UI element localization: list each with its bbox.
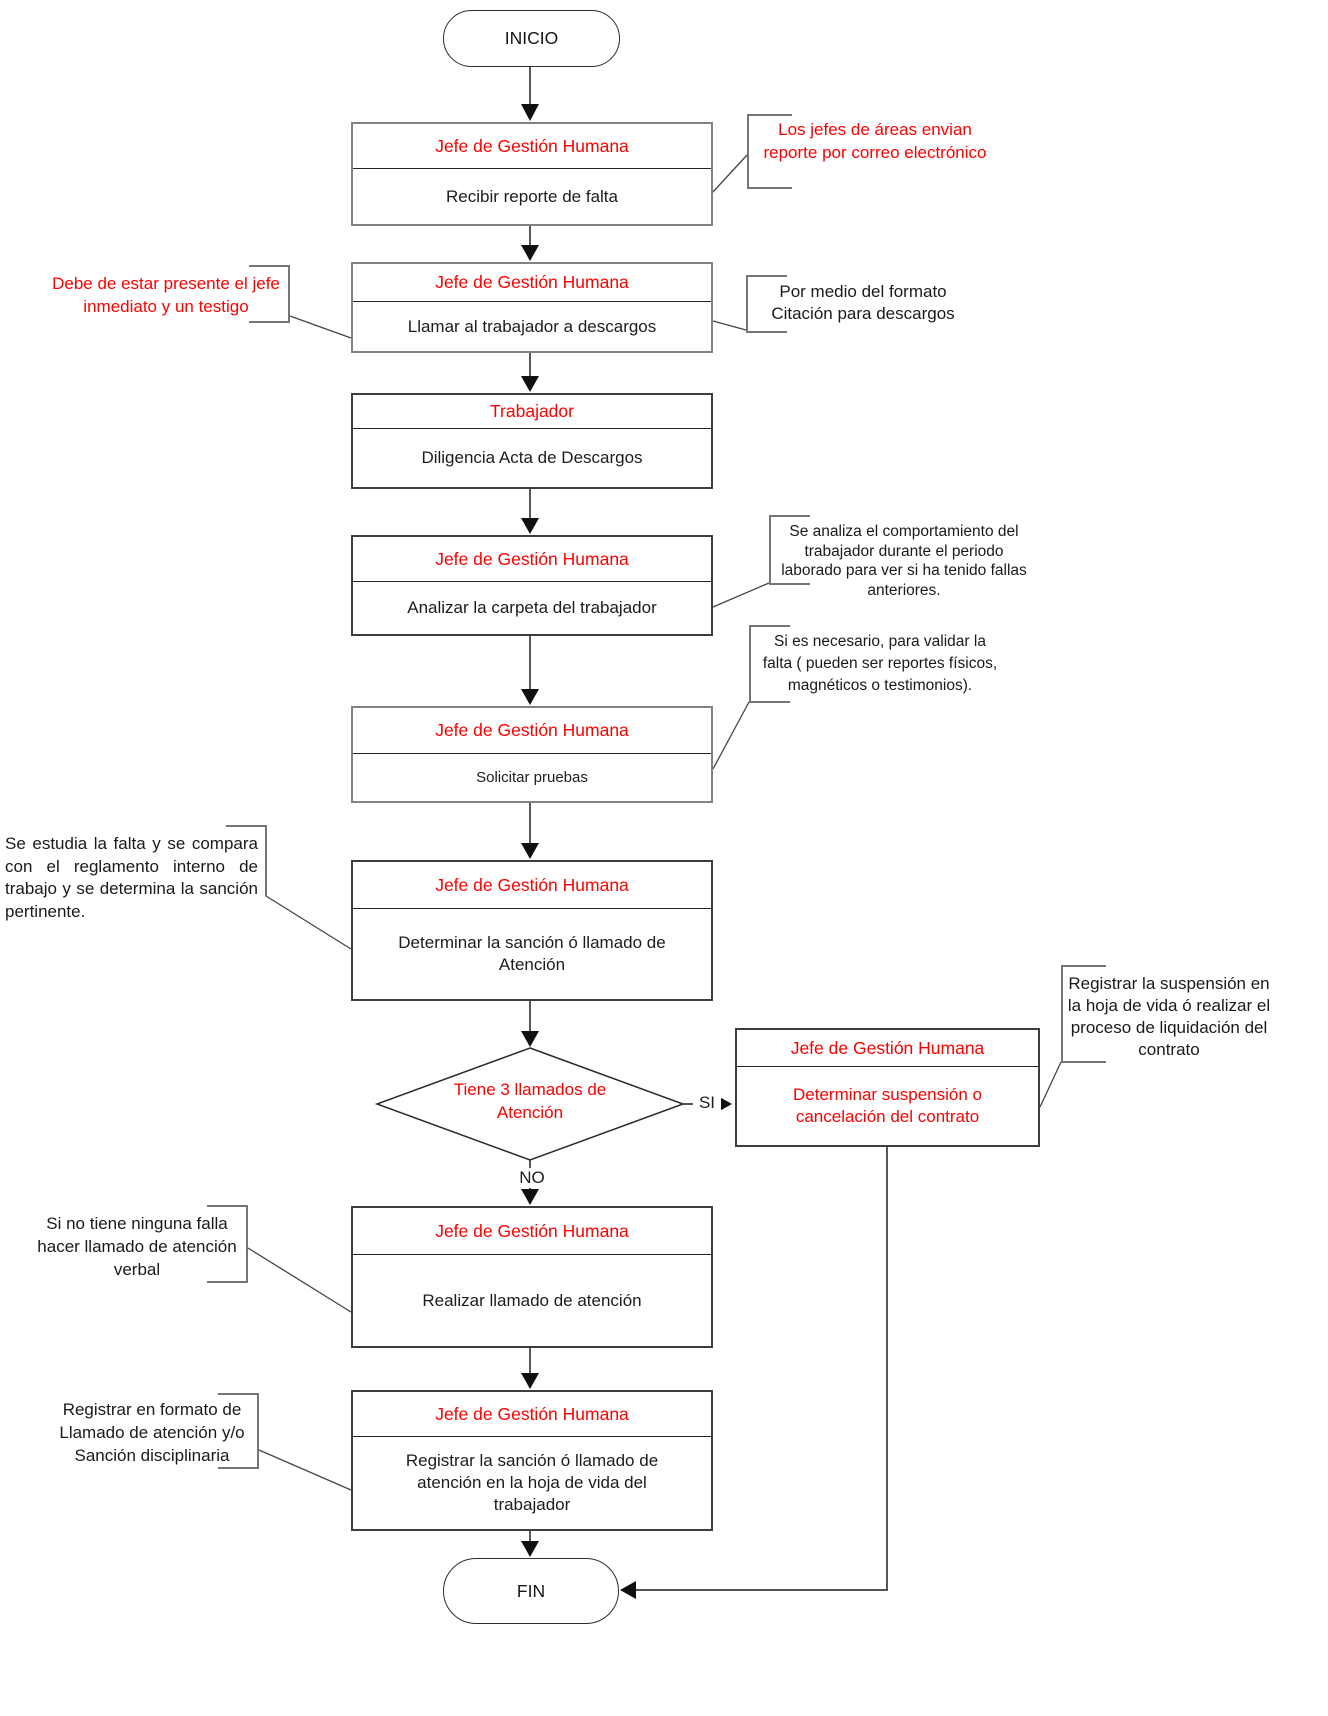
annotation-analiza-comportamiento: Se analiza el comportamiento del trabajador durante el periodo laborado para ver si ha tenido fallas anteriores. (781, 523, 1027, 599)
decision-label: Tiene 3 llamados de Atención (453, 1080, 607, 1122)
link-validar (713, 702, 749, 769)
node-analizar-carpeta (351, 535, 713, 636)
node-action: Determinar la sanción ó llamado de Atención (398, 933, 666, 974)
link-formato-llamado (259, 1450, 351, 1490)
annotation-formato-llamado: Registrar en formato de Llamado de atención y/o Sanción disciplinaria (59, 1400, 245, 1465)
node-diligencia-acta (351, 393, 713, 489)
node-actor: Jefe de Gestión Humana (353, 862, 711, 909)
link-testigo (290, 316, 351, 338)
annotation-validar-falta: Si es necesario, para validar la falta ( pueden ser reportes físicos, magnéticos o testimonios). (762, 633, 998, 694)
node-suspension-contrato (735, 1028, 1040, 1147)
node-llamar-descargos (351, 262, 713, 353)
link-falla-verbal (248, 1248, 351, 1312)
start-terminal (443, 10, 620, 67)
node-realizar-llamado (351, 1206, 713, 1348)
link-formato-citacion (713, 321, 746, 330)
decision-yes-label: SI (693, 1093, 721, 1113)
node-recibir-reporte (351, 122, 713, 226)
node-actor: Jefe de Gestión Humana (353, 537, 711, 582)
annotation-testigo: Debe de estar presente el jefe inmediato y un testigo (52, 274, 280, 316)
node-action: Recibir reporte de falta (446, 186, 618, 206)
annotation-falla-verbal: Si no tiene ninguna falla hacer llamado de atención verbal (37, 1214, 237, 1279)
node-action: Llamar al trabajador a descargos (407, 316, 657, 336)
node-action: Analizar la carpeta del trabajador (407, 598, 657, 617)
link-analiza (713, 583, 769, 607)
link-estudia (266, 896, 351, 949)
node-actor: Jefe de Gestión Humana (353, 124, 711, 169)
annotation-registrar-suspension: Registrar la suspensión en la hoja de vida ó realizar el proceso de liquidación del contrato (1067, 974, 1271, 1059)
node-action: Realizar llamado de atención (422, 1290, 642, 1310)
node-action: Diligencia Acta de Descargos (421, 448, 643, 467)
node-registrar-sancion (351, 1390, 713, 1531)
end-terminal (443, 1558, 619, 1624)
start-label: INICIO (504, 28, 559, 48)
annotation-correo: Los jefes de áreas envian reporte por correo electrónico (763, 120, 987, 162)
link-correo (712, 155, 747, 193)
node-determinar-sancion (351, 860, 713, 1001)
annotation-estudia-falta: Se estudia la falta y se compara con el reglamento interno de trabajo y se determina la sanción pertinente. (5, 834, 258, 921)
node-actor: Jefe de Gestión Humana (353, 264, 711, 302)
node-solicitar-pruebas (351, 706, 713, 803)
annotation-formato-citacion: Por medio del formato Citación para descargos (771, 282, 955, 323)
link-registrar-suspension (1040, 1062, 1061, 1107)
node-actor: Jefe de Gestión Humana (353, 708, 711, 754)
node-action: Solicitar pruebas (476, 768, 588, 786)
node-actor: Jefe de Gestión Humana (353, 1392, 711, 1437)
node-actor: Trabajador (353, 395, 711, 429)
decision-no-label: NO (512, 1168, 552, 1188)
node-actor: Jefe de Gestión Humana (737, 1030, 1038, 1067)
node-actor: Jefe de Gestión Humana (353, 1208, 711, 1255)
node-action: Determinar suspensión o cancelación del contrato (793, 1085, 982, 1126)
node-action: Registrar la sanción ó llamado de atención en la hoja de vida del trabajador (405, 1451, 659, 1514)
end-label: FIN (516, 1580, 546, 1601)
